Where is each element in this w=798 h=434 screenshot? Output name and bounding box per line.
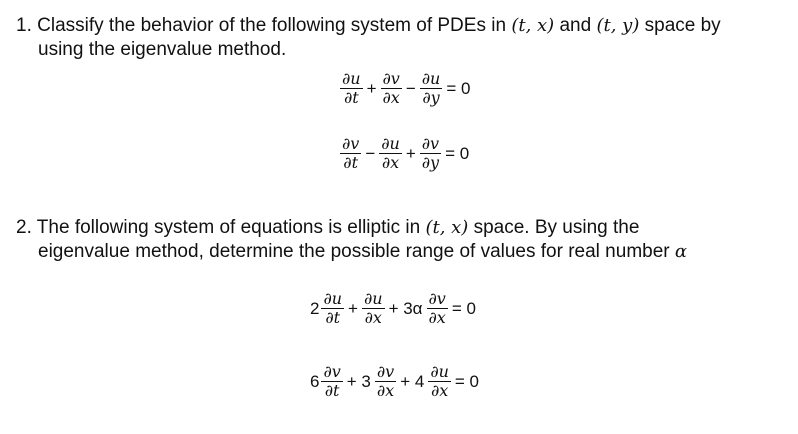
fraction — [375, 363, 396, 400]
question-1-and: and — [559, 15, 592, 36]
denominator: ∂y — [421, 153, 440, 172]
equals-zero: = 0 — [446, 78, 471, 98]
coefficient: 2 — [310, 298, 320, 318]
fraction — [321, 290, 344, 327]
fraction — [381, 70, 402, 107]
denominator: ∂x — [376, 381, 395, 400]
numerator: ∂v — [428, 289, 446, 308]
numerator: ∂v — [421, 134, 440, 153]
denominator: ∂x — [381, 153, 400, 172]
numerator: ∂u — [430, 362, 449, 381]
q2-equation-1 — [310, 290, 478, 327]
question-2-text-2: eigenvalue method, determine the possible range of values for real number — [38, 241, 670, 262]
question-2-text: The following system of equations is elliptic in — [36, 217, 421, 238]
alpha-symbol: α — [674, 241, 688, 262]
question-1-space-by: space by — [644, 15, 721, 36]
operator: + 3 — [346, 371, 371, 391]
question-2-number: 2. — [16, 217, 32, 238]
numerator: ∂u — [323, 289, 343, 308]
equals-zero: = 0 — [445, 143, 470, 163]
denominator: ∂t — [325, 308, 341, 327]
numerator: ∂v — [376, 362, 395, 381]
fraction — [420, 135, 441, 172]
equals-zero: = 0 — [451, 298, 476, 318]
denominator: ∂x — [430, 381, 449, 400]
q1-equation-2 — [338, 135, 471, 172]
q1-equation-1 — [338, 70, 472, 107]
numerator: ∂v — [323, 362, 341, 381]
numerator: ∂v — [382, 69, 400, 88]
numerator: ∂u — [342, 69, 361, 88]
fraction — [321, 363, 342, 400]
operator: + — [348, 298, 358, 318]
question-2-space-tx: (t, x) — [425, 217, 469, 238]
numerator: ∂u — [363, 289, 383, 308]
denominator: ∂t — [343, 153, 358, 172]
fraction — [379, 135, 402, 172]
denominator: ∂x — [382, 88, 400, 107]
question-1-space-tx: (t, x) — [511, 15, 555, 36]
fraction — [428, 363, 451, 400]
question-1-line-1 — [16, 14, 721, 38]
question-2-line-1 — [16, 216, 687, 240]
denominator: ∂y — [422, 88, 440, 107]
denominator: ∂t — [324, 381, 340, 400]
fraction — [427, 290, 448, 327]
question-1-text: Classify the behavior of the following system of PDEs in — [37, 15, 507, 36]
operator: − — [405, 78, 416, 98]
question-2-text-b: space. By using the — [473, 217, 640, 238]
equals-zero: = 0 — [454, 371, 479, 391]
question-2 — [16, 216, 687, 264]
operator: + 4 — [400, 371, 425, 391]
operator: + — [405, 143, 416, 163]
operator: + — [366, 78, 377, 98]
coefficient: 6 — [310, 371, 320, 391]
operator: − — [365, 143, 376, 163]
denominator: ∂x — [364, 308, 382, 327]
fraction — [420, 70, 443, 107]
question-2-line-2 — [16, 240, 687, 264]
question-1 — [16, 14, 721, 62]
operator: + 3α — [388, 298, 423, 318]
numerator: ∂u — [421, 69, 441, 88]
fraction — [362, 290, 385, 327]
question-1-number: 1. — [16, 15, 32, 36]
fraction — [340, 135, 361, 172]
denominator: ∂t — [343, 88, 359, 107]
numerator: ∂v — [342, 134, 360, 153]
denominator: ∂x — [428, 308, 446, 327]
q2-equation-2 — [310, 363, 481, 400]
question-1-line-2: using the eigenvalue method. — [38, 39, 287, 60]
fraction — [340, 70, 363, 107]
numerator: ∂u — [381, 134, 400, 153]
question-1-space-ty: (t, y) — [596, 15, 640, 36]
